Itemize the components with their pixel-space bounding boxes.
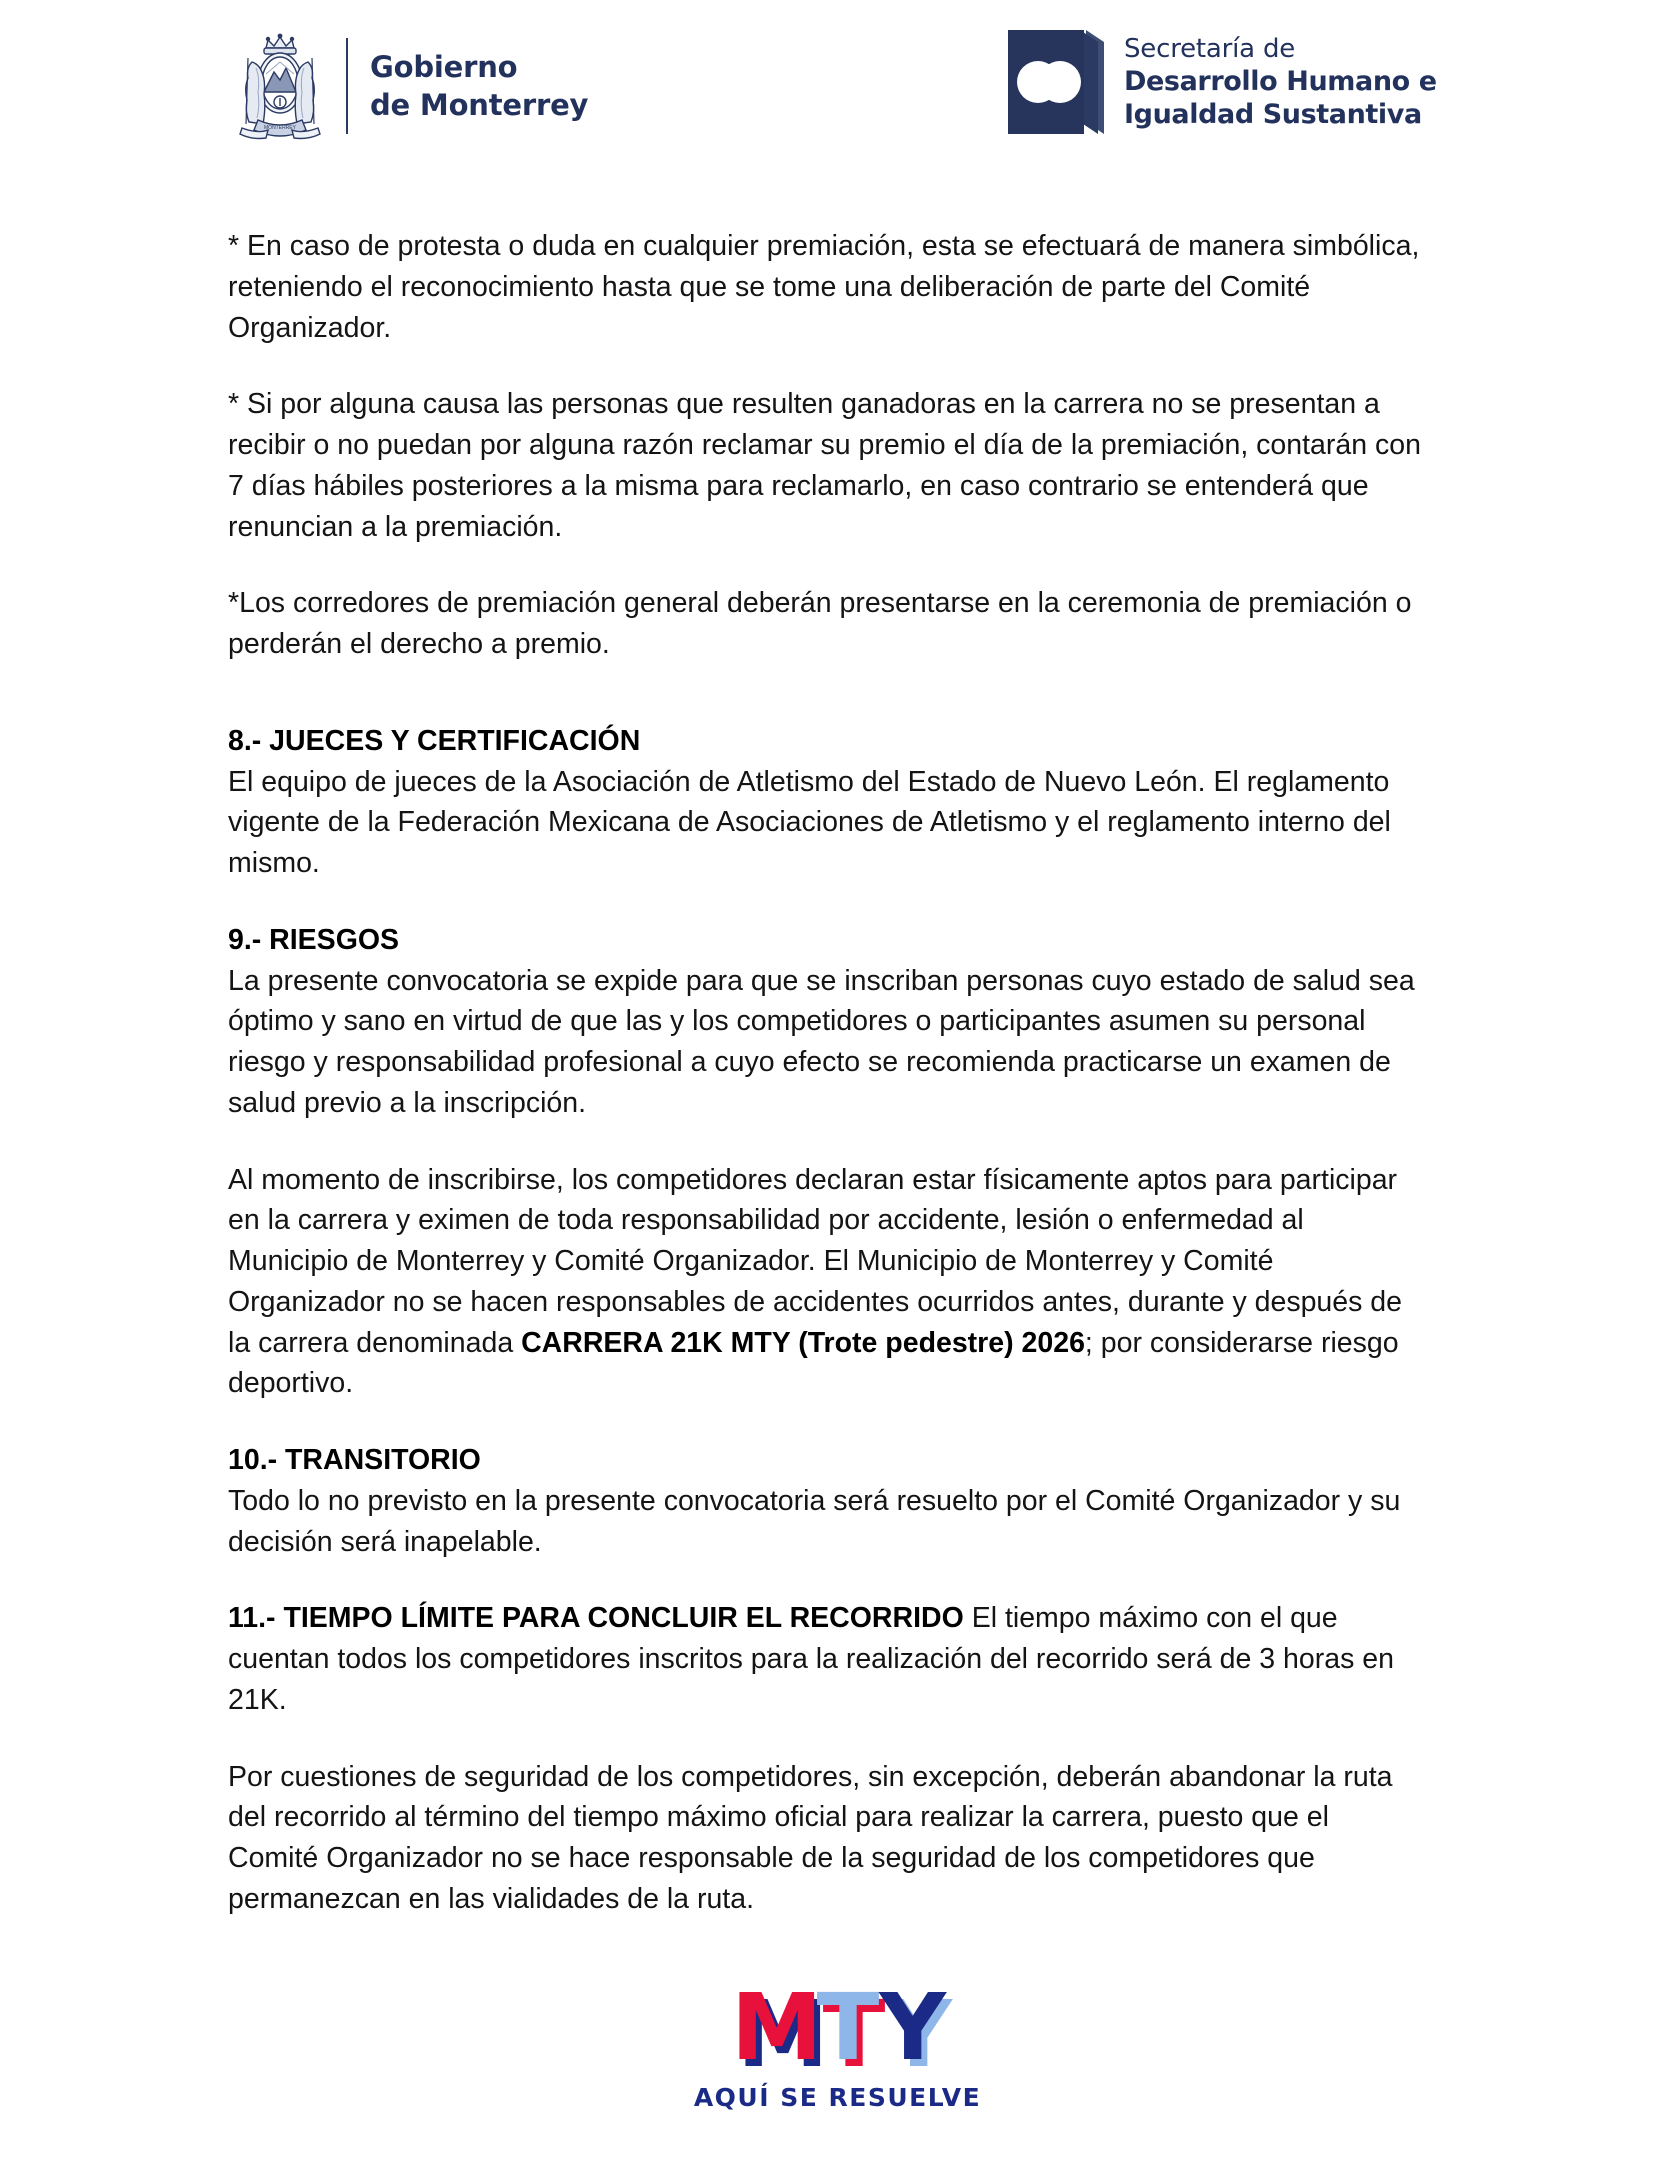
document-header	[0, 0, 1675, 160]
declaracion-text-before: Al momento de inscribirse, los competidores declaran estar físicamente aptos para participar en la carrera y eximen de toda responsabilidad por accidente, lesión o enfermedad al Municipio de Monterrey y Comité Organizador. El Municipio de Monterrey y Comité Organizador no se hacen responsables de accidentes ocurridos antes, durante y después de la carrera denominada	[228, 1163, 1402, 1359]
mty-letter-t: T	[816, 1973, 878, 2081]
document-body	[228, 226, 1424, 1956]
section-jueces	[228, 721, 1424, 884]
secretaria-line-2: Desarrollo Humano e	[1124, 65, 1437, 97]
gobierno-de-monterrey-logo	[228, 28, 588, 144]
section-body-riesgos: La presente convocatoria se expide para que se inscriban personas cuyo estado de salud sea óptimo y sano en virtud de que las y los competidores o participantes asumen su personal riesgo y responsabilidad profesional a cuyo efecto se recomienda practicarse un examen de salud previo a la inscripción.	[228, 964, 1415, 1119]
section-heading-riesgos: 9.- RIESGOS	[228, 923, 400, 956]
logo-divider	[346, 38, 348, 134]
mty-letter-m: M	[731, 1973, 821, 2081]
section-heading-jueces: 8.- JUECES Y CERTIFICACIÓN	[228, 724, 641, 757]
paragraph-seguridad-text: Por cuestiones de seguridad de los competidores, sin excepción, deberán abandonar la ruta del recorrido al término del tiempo máximo oficial para realizar la carrera, puesto que el Comité Organizador no se hace responsable de la seguridad de los competidores que permanezcan en las vialidades de la ruta.	[228, 1760, 1393, 1915]
section-body-transitorio: Todo lo no previsto en la presente convocatoria será resuelto por el Comité Organizador y su decisión será inapelable.	[228, 1484, 1401, 1558]
section-tiempo-limite-text	[228, 1598, 1424, 1720]
monterrey-coat-of-arms-icon	[228, 28, 332, 144]
paragraph-seguridad	[228, 1757, 1424, 1920]
gobierno-line-1: Gobierno	[370, 49, 518, 84]
section-heading-tiempo-limite: 11.- TIEMPO LÍMITE PARA CONCLUIR EL RECORRIDO	[228, 1602, 964, 1635]
mty-tagline: AQUÍ SE RESUELVE	[693, 2083, 982, 2112]
secretaria-logo-text	[1124, 30, 1437, 132]
section-riesgos	[228, 920, 1424, 1124]
secretaria-line-1: Secretaría de	[1124, 34, 1296, 64]
paragraph-declaracion-aptitud	[228, 1160, 1424, 1405]
declaracion-aptitud-text	[228, 1160, 1424, 1405]
section-heading-transitorio: 10.- TRANSITORIO	[228, 1444, 481, 1476]
document-footer	[0, 1975, 1675, 2112]
race-name-bold: CARRERA 21K MTY (Trote pedestre) 2026	[521, 1326, 1085, 1359]
mty-letter-y: Y	[879, 1973, 944, 2081]
paragraph-protesta: * En caso de protesta o duda en cualquier premiación, esta se efectuará de manera simbólica, reteniendo el reconocimiento hasta que se tome una deliberación de parte del Comité Organizador.	[228, 230, 1420, 344]
mty-logo	[731, 1973, 944, 2081]
secretaria-line-3: Igualdad Sustantiva	[1124, 98, 1422, 130]
gobierno-line-2: de Monterrey	[370, 88, 589, 122]
svg-text:MONTERREY: MONTERREY	[264, 125, 296, 131]
declaracion-text-after: ; por considerarse riesgo deportivo.	[228, 1326, 1399, 1400]
section-body-tiempo-limite: El tiempo máximo con el que cuentan todos los competidores inscritos para la realización del recorrido será de 3 horas en 21K.	[228, 1602, 1394, 1716]
section-body-jueces: El equipo de jueces de la Asociación de Atletismo del Estado de Nuevo León. El reglamento vigente de la Federación Mexicana de Asociaciones de Atletismo y el reglamento interno del mismo.	[228, 765, 1391, 879]
secretaria-logo	[1008, 30, 1437, 150]
gobierno-logo-text	[370, 48, 588, 125]
section-tiempo-limite	[228, 1598, 1424, 1720]
paragraph-ganadoras: * Si por alguna causa las personas que resulten ganadoras en la carrera no se presentan a recibir o no puedan por alguna razón reclamar su premio el día de la premiación, contarán con 7 días hábiles posteriores a la misma para reclamarlo, en caso contrario se entenderá que renuncian a la premiación.	[228, 388, 1421, 543]
section-transitorio	[228, 1440, 1424, 1562]
book-with-faces-icon	[1008, 30, 1104, 134]
paragraph-corredores: *Los corredores de premiación general deberán presentarse en la ceremonia de premiación o perderán el derecho a premio.	[228, 587, 1412, 660]
